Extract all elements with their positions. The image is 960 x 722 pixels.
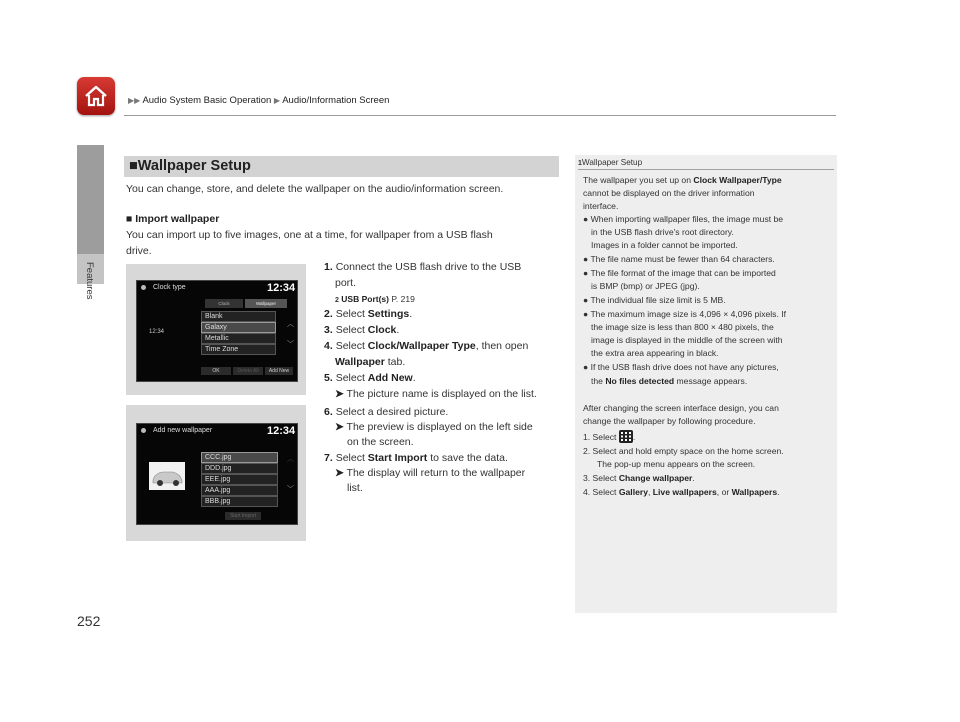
breadcrumb [128, 95, 389, 106]
notes-heading: 1Wallpaper Setup [578, 158, 643, 167]
notes-text: change the wallpaper by following procedure. [583, 416, 756, 426]
clock-type-screen [136, 280, 298, 382]
notes-step: 2. Select and hold empty space on the home screen. [583, 446, 784, 456]
step-4-cont: Wallpaper tab. [335, 356, 406, 368]
list-item[interactable]: Blank [201, 311, 276, 322]
result-arrow-icon: ➤ [335, 467, 344, 479]
step-2: 2. Select Settings. [324, 308, 413, 320]
notes-bullet-cont: image is displayed in the middle of the screen with [591, 335, 783, 345]
step-1-cont: port. [335, 277, 357, 289]
ok-button[interactable]: OK [201, 367, 231, 375]
list-item[interactable]: CCC.jpg [201, 452, 278, 463]
back-icon[interactable] [141, 285, 146, 290]
chevron-up-icon[interactable]: ︿ [287, 456, 294, 463]
step-6-result-cont: on the screen. [347, 436, 414, 448]
subsection-title: ■ Import wallpaper [126, 213, 220, 225]
home-button[interactable] [77, 77, 115, 115]
screen-title: Add new wallpaper [153, 427, 213, 434]
screenshot-clock-type [126, 264, 306, 395]
clock-preview: 12:34 [149, 329, 165, 335]
notes-bullet-cont: the image size is less than 800 × 480 pixels, the [591, 322, 774, 332]
step-7: 7. Select Start Import to save the data. [324, 452, 508, 464]
wallpaper-preview-image [149, 462, 185, 490]
step-7-result-cont: list. [347, 482, 363, 494]
screen-clock: 12:34 [267, 282, 296, 294]
step-5: 5. Select Add New. [324, 372, 416, 384]
notes-heading-rule [578, 169, 834, 170]
list-item[interactable]: Galaxy [201, 322, 276, 333]
subsection-text: drive. [126, 245, 152, 257]
notes-bullet-cont: Images in a folder cannot be imported. [591, 240, 738, 250]
step-7-result: ➤ The display will return to the wallpaper [335, 467, 526, 479]
notes-bullet: ● The file format of the image that can be imported [583, 268, 776, 278]
breadcrumb-arrow-icon: ▶ [273, 96, 281, 105]
screenshot-add-wallpaper [126, 405, 306, 541]
cross-reference[interactable]: 2 USB Port(s) P. 219 [335, 294, 415, 304]
reference-arrow-icon: 2 [335, 297, 339, 304]
notes-step: 4. Select Gallery, Live wallpapers, or Wallpapers. [583, 487, 780, 497]
tab-clock[interactable]: Clock [205, 299, 243, 308]
home-icon [83, 83, 109, 109]
notes-bullet: ● The file name must be fewer than 64 characters. [583, 254, 775, 264]
notes-bullet: ● If the USB flash drive does not have any pictures, [583, 362, 779, 372]
add-new-button[interactable]: Add New [265, 367, 293, 375]
notes-bullet: ● When importing wallpaper files, the image must be [583, 214, 784, 224]
notes-bullet: ● The individual file size limit is 5 MB. [583, 295, 726, 305]
chapter-tab-marker [77, 145, 104, 254]
result-arrow-icon: ➤ [335, 388, 344, 400]
page-number: 252 [77, 613, 101, 629]
delete-all-button[interactable]: Delete All [233, 367, 263, 375]
screen-clock: 12:34 [267, 425, 296, 437]
chevron-down-icon[interactable]: ﹀ [287, 341, 294, 348]
notes-text: interface. [583, 201, 619, 211]
list-item[interactable]: BBB.jpg [201, 496, 278, 507]
breadcrumb-link-audio-info-screen[interactable]: Audio/Information Screen [282, 95, 390, 106]
chevron-down-icon[interactable]: ﹀ [287, 486, 294, 493]
tab-wallpaper[interactable]: Wallpaper [245, 299, 287, 308]
header-divider [124, 115, 836, 116]
step-6: 6. Select a desired picture. [324, 406, 449, 418]
list-item[interactable]: Time Zone [201, 344, 276, 355]
notes-step: 3. Select Change wallpaper. [583, 473, 695, 483]
note-marker-icon: 1 [578, 160, 582, 167]
notes-step: 1. Select . [583, 432, 636, 442]
notes-bullet: ● The maximum image size is 4,096 × 4,096 pixels. If [583, 309, 787, 319]
breadcrumb-link-audio-basic[interactable]: Audio System Basic Operation [142, 95, 272, 106]
notes-bullet-cont: the extra area appearing in black. [591, 348, 719, 358]
screen-title: Clock type [153, 284, 186, 291]
notes-bullet-cont: in the USB flash drive's root directory. [591, 227, 734, 237]
notes-bullet-cont: the No files detected message appears. [591, 376, 748, 386]
list-item[interactable]: EEE.jpg [201, 474, 278, 485]
subsection-text: You can import up to five images, one at a time, for wallpaper from a USB flash [126, 229, 493, 241]
list-item[interactable]: Metallic [201, 333, 276, 344]
result-arrow-icon: ➤ [335, 421, 344, 433]
notes-bullet-cont: is BMP (bmp) or JPEG (jpg). [591, 281, 700, 291]
notes-text: The wallpaper you set up on Clock Wallpaper/Type [583, 175, 782, 185]
back-icon[interactable] [141, 428, 146, 433]
home-apps-icon [619, 430, 633, 443]
step-5-result: ➤ The picture name is displayed on the list. [335, 388, 537, 400]
notes-step-cont: The pop-up menu appears on the screen. [597, 459, 756, 469]
section-title: ■Wallpaper Setup [129, 158, 251, 174]
step-6-result: ➤ The preview is displayed on the left side [335, 421, 533, 433]
step-3: 3. Select Clock. [324, 324, 400, 336]
step-1: 1. Connect the USB flash drive to the USB [324, 261, 522, 273]
car-icon [149, 462, 185, 490]
start-import-button[interactable]: Start Import [225, 512, 261, 520]
add-wallpaper-screen [136, 423, 298, 525]
section-intro: You can change, store, and delete the wallpaper on the audio/information screen. [126, 183, 504, 195]
list-item[interactable]: AAA.jpg [201, 485, 278, 496]
chapter-label: Features [84, 262, 95, 300]
chevron-up-icon[interactable]: ︿ [287, 321, 294, 328]
step-4: 4. Select Clock/Wallpaper Type, then open [324, 340, 529, 352]
notes-text: After changing the screen interface design, you can [583, 403, 779, 413]
notes-text: cannot be displayed on the driver information [583, 188, 755, 198]
breadcrumb-arrow-icon: ▶▶ [128, 96, 141, 105]
list-item[interactable]: DDD.jpg [201, 463, 278, 474]
